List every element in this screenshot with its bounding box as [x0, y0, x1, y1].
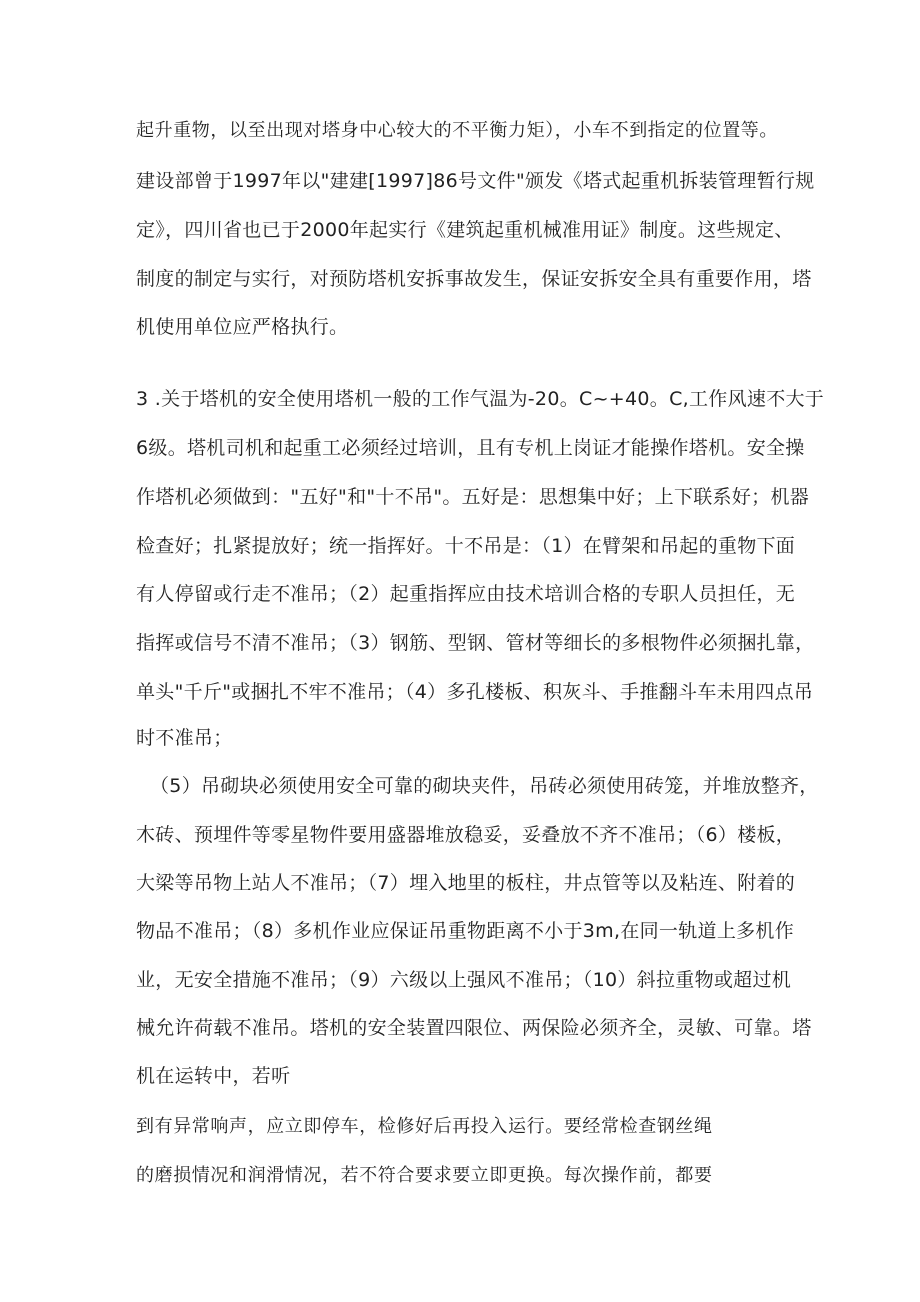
text-line: 业，无安全措施不准吊；（9）六级以上强风不准吊；（10）斜拉重物或超过机	[136, 969, 792, 991]
text-line: 时不准吊；	[136, 727, 233, 749]
text-line: 指挥或信号不清不准吊；（3）钢筋、型钢、管材等细长的多根物件必须捆扎靠，	[136, 632, 815, 654]
text-line: 的磨损情况和润滑情况，若不符合要求要立即更换。每次操作前，都要	[136, 1165, 713, 1186]
text-line: 起升重物，以至出现对塔身中心较大的不平衡力矩），小车不到指定的位置等。	[136, 120, 778, 141]
section-heading-line: 3 .关于塔机的安全使用塔机一般的工作气温为-20。C~+40。C,工作风速不大于	[136, 388, 825, 410]
text-line: 械允许荷载不准吊。塔机的安全装置四限位、两保险必须齐全，灵敏、可靠。塔	[136, 1017, 812, 1039]
text-line: 大梁等吊物上站人不准吊；（7）埋入地里的板柱，井点管等以及粘连、附着的	[136, 872, 796, 894]
text-line: 单头"千斤"或捆扎不牢不准吊；（4）多孔楼板、积灰斗、手推翻斗车未用四点吊	[136, 681, 814, 703]
text-line: 作塔机必须做到："五好"和"十不吊"。五好是：思想集中好；上下联系好；机器	[136, 486, 810, 508]
text-line: 建设部曾于1997年以"建建[1997]86号文件"颁发《塔式起重机拆装管理暂行规	[136, 170, 815, 192]
text-line: 机使用单位应严格执行。	[136, 316, 349, 338]
text-line: 定》，四川省也已于2000年起实行《建筑起重机械准用证》制度。这些规定、	[136, 219, 794, 241]
text-line: 有人停留或行走不准吊；（2）起重指挥应由技术培训合格的专职人员担任，无	[136, 583, 796, 605]
text-line: 机在运转中，若听	[136, 1065, 291, 1087]
text-line: 到有异常响声，应立即停车，检修好后再投入运行。要经常检查钢丝绳	[136, 1116, 713, 1137]
text-line: 物品不准吊；（8）多机作业应保证吊重物距离不小于3m,在同一轨道上多机作	[136, 920, 795, 942]
text-line: （5）吊砌块必须使用安全可靠的砌块夹件，吊砖必须使用砖笼，并堆放整齐，	[150, 775, 819, 797]
text-line: 制度的制定与实行，对预防塔机安拆事故发生，保证安拆安全具有重要作用，塔	[136, 268, 812, 290]
text-line: 6级。塔机司机和起重工必须经过培训，且有专机上岗证才能操作塔机。安全操	[136, 437, 805, 459]
text-line: 检查好；扎紧提放好；统一指挥好。十不吊是：（1）在臂架和吊起的重物下面	[136, 535, 796, 557]
text-line: 木砖、预埋件等零星物件要用盛器堆放稳妥，妥叠放不齐不准吊；（6）楼板，	[136, 824, 796, 846]
